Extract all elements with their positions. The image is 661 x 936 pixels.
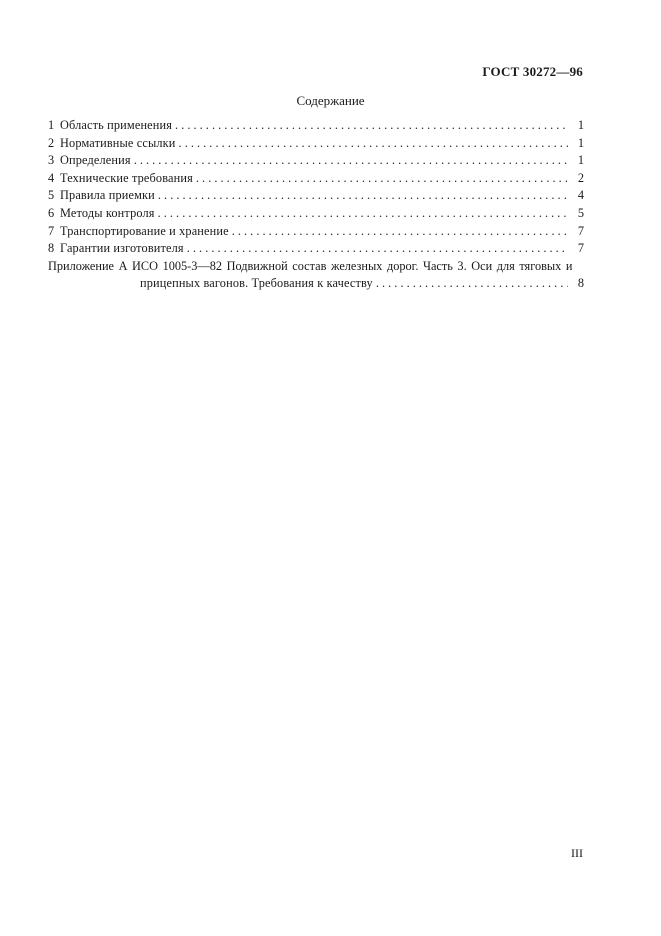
toc-item-page: 4: [577, 188, 584, 203]
toc-item-label: Гарантии изготовителя: [60, 241, 184, 256]
toc-item-page: 7: [577, 223, 584, 238]
toc-appendix-item[interactable]: [48, 258, 584, 293]
toc-item-number: 2: [48, 135, 55, 150]
dot-leader: [196, 170, 568, 188]
toc-item[interactable]: [48, 170, 584, 188]
table-of-contents: [48, 117, 584, 293]
dot-leader: [158, 205, 568, 223]
dot-leader: [187, 240, 568, 258]
toc-item-label: Область применения: [60, 118, 173, 132]
toc-item-label: Нормативные ссылки: [60, 135, 176, 150]
toc-item-number: 5: [48, 188, 55, 203]
toc-item-label: Транспортирование и хранение: [60, 223, 229, 238]
dot-leader: [179, 135, 568, 153]
toc-item-number: 3: [48, 153, 55, 168]
dot-leader: [376, 275, 568, 293]
toc-item-label: Правила приемки: [60, 188, 155, 203]
toc-item-page: 5: [577, 205, 584, 220]
dot-leader: [232, 223, 568, 241]
toc-item[interactable]: [48, 223, 584, 241]
page-number: III: [571, 846, 583, 860]
dot-leader: [134, 152, 568, 170]
toc-item[interactable]: [48, 240, 584, 258]
document-code: ГОСТ 30272—96: [482, 64, 583, 79]
toc-item-label: Определения: [60, 153, 131, 168]
toc-item[interactable]: [48, 135, 584, 153]
toc-item[interactable]: [48, 117, 584, 135]
toc-item-number: 6: [48, 205, 55, 220]
appendix-title-line-1: Приложение А ИСО 1005-3—82 Подвижной состав железных дорог. Часть 3. Оси для тяговых и: [48, 258, 573, 273]
toc-title: Содержание: [296, 93, 365, 108]
toc-item-number: 1: [48, 118, 55, 132]
appendix-page: 8: [577, 276, 584, 291]
toc-item-page: 1: [577, 118, 584, 132]
appendix-title-line-2: прицепных вагонов. Требования к качеству: [140, 276, 373, 291]
toc-item-number: 4: [48, 170, 55, 185]
appendix-title-line-2-row: [48, 275, 584, 293]
toc-item[interactable]: [48, 205, 584, 223]
toc-item-number: 7: [48, 223, 55, 238]
dot-leader: [158, 187, 568, 205]
toc-item-page: 1: [577, 153, 584, 168]
dot-leader: [175, 117, 568, 135]
toc-item-page: 7: [577, 241, 584, 256]
toc-item-label: Методы контроля: [60, 205, 155, 220]
toc-item[interactable]: [48, 187, 584, 205]
toc-item-label: Технические требования: [60, 170, 193, 185]
toc-item-number: 8: [48, 241, 55, 256]
toc-item[interactable]: [48, 152, 584, 170]
toc-item-page: 1: [577, 135, 584, 150]
toc-item-page: 2: [577, 170, 584, 185]
